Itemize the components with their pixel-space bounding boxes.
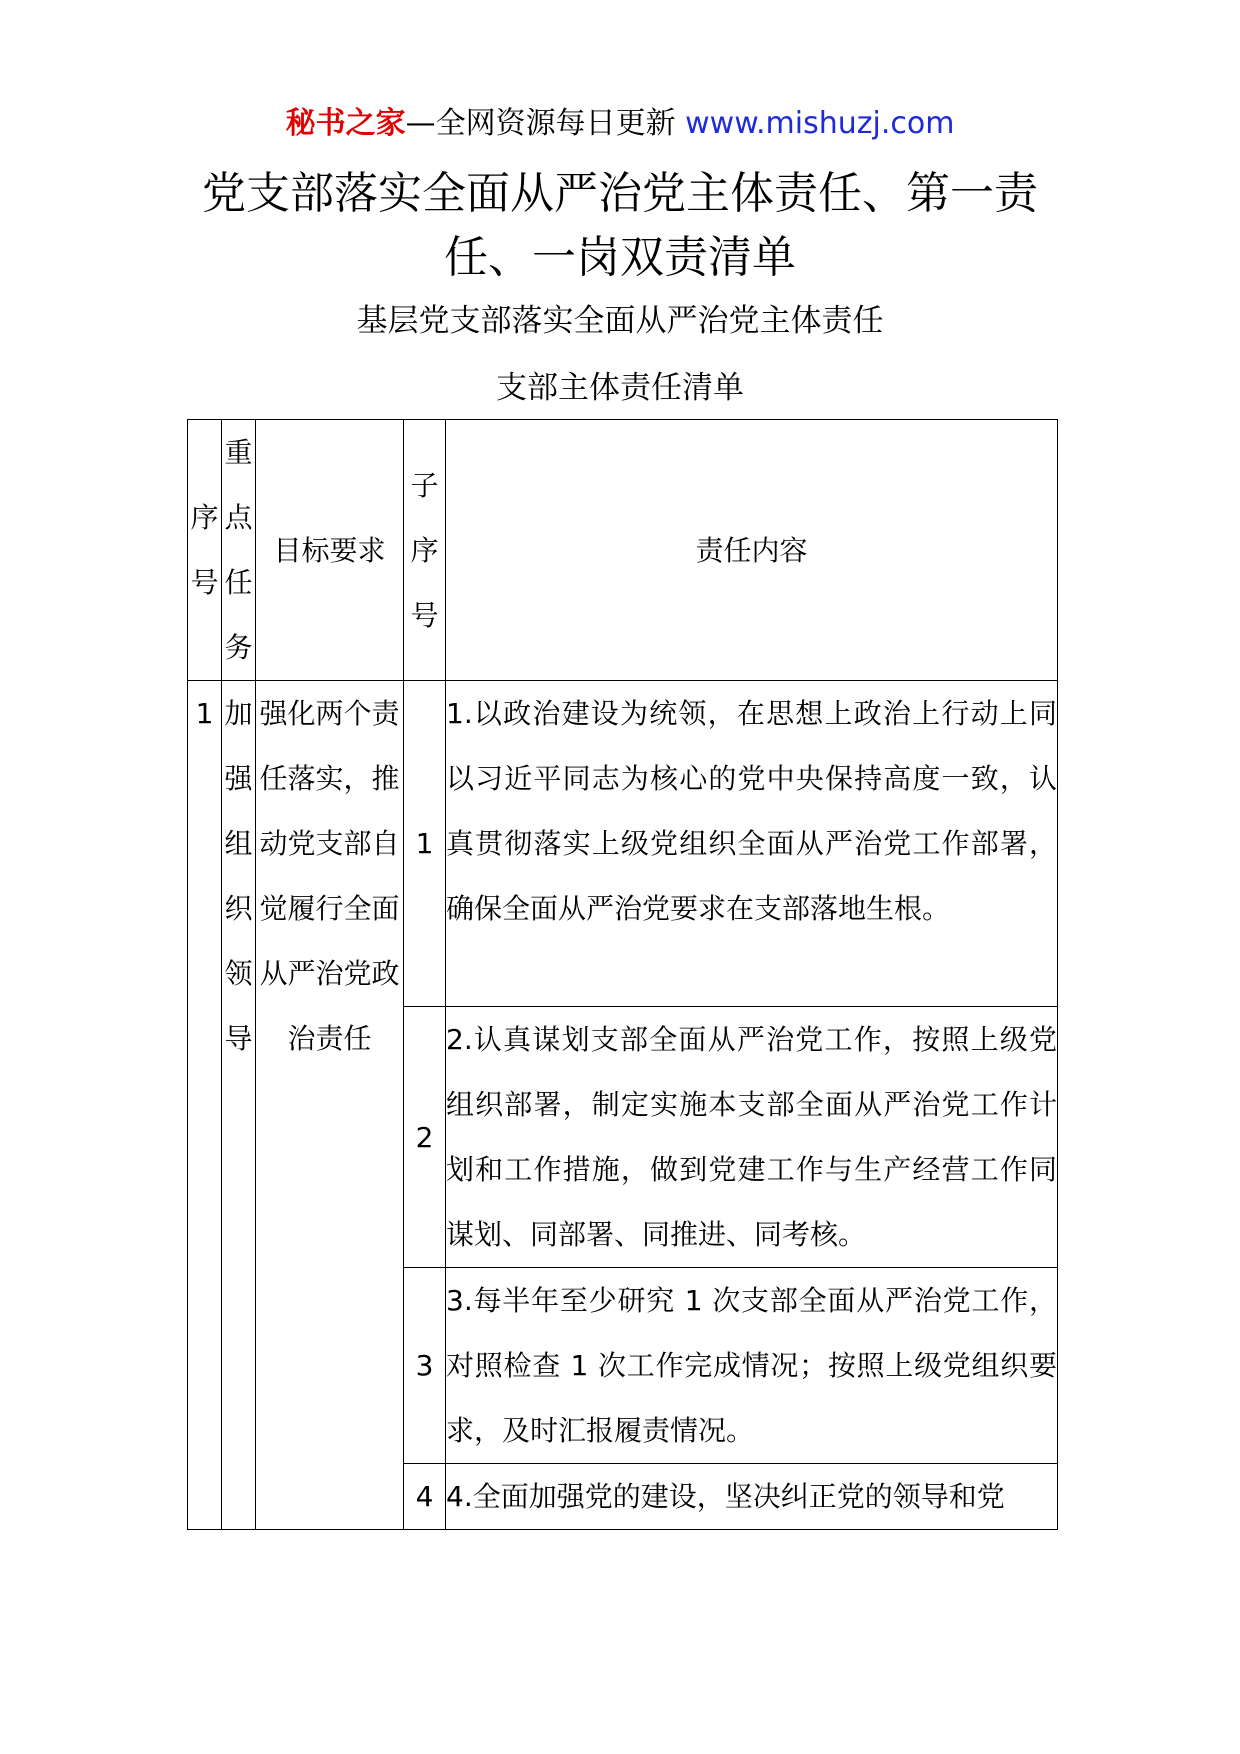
cell-content: 4.全面加强党的建设，坚决纠正党的领导和党: [446, 1464, 1058, 1530]
subtitle-secondary: 支部主体责任清单: [496, 370, 744, 406]
banner-site-link[interactable]: www.mishuzj.com: [685, 106, 955, 141]
table-header-row: [188, 420, 1058, 681]
table-row: [188, 681, 1058, 1007]
header-task: 重点任务: [222, 420, 256, 681]
cell-sub-seq: 4: [404, 1464, 446, 1530]
cell-goal: 强化两个责任落实，推动党支部自觉履行全面从严治党政治责任: [256, 681, 404, 1530]
banner-brand: 秘书之家: [285, 106, 406, 141]
cell-seq: 1: [188, 681, 222, 1530]
document-title: 党支部落实全面从严治党主体责任、第一责任、一岗双责清单: [202, 168, 1038, 283]
cell-content: 1.以政治建设为统领，在思想上政治上行动上同以习近平同志为核心的党中央保持高度一致，认真贯彻落实上级党组织全面从严治党工作部署，确保全面从严治党要求在支部落地生根。: [446, 681, 1058, 1007]
cell-sub-seq: 1: [404, 681, 446, 1007]
header-sub-seq: 子序号: [404, 420, 446, 681]
cell-content: 3.每半年至少研究 1 次支部全面从严治党工作，对照检查 1 次工作完成情况；按照上级党组织要求，及时汇报履责情况。: [446, 1268, 1058, 1464]
cell-task: 加强组织领导: [222, 681, 256, 1530]
responsibility-table: [187, 419, 1058, 1530]
cell-sub-seq: 2: [404, 1007, 446, 1268]
header-seq: 序号: [188, 420, 222, 681]
cell-content: 2.认真谋划支部全面从严治党工作，按照上级党组织部署，制定实施本支部全面从严治党工作计划和工作措施，做到党建工作与生产经营工作同谋划、同部署、同推进、同考核。: [446, 1007, 1058, 1268]
header-goal: 目标要求: [256, 420, 404, 681]
site-banner: [0, 102, 1240, 146]
banner-tagline: —全网资源每日更新: [405, 106, 676, 141]
subtitle-primary: 基层党支部落实全面从严治党主体责任: [356, 303, 884, 339]
header-content: 责任内容: [446, 420, 1058, 681]
cell-sub-seq: 3: [404, 1268, 446, 1464]
